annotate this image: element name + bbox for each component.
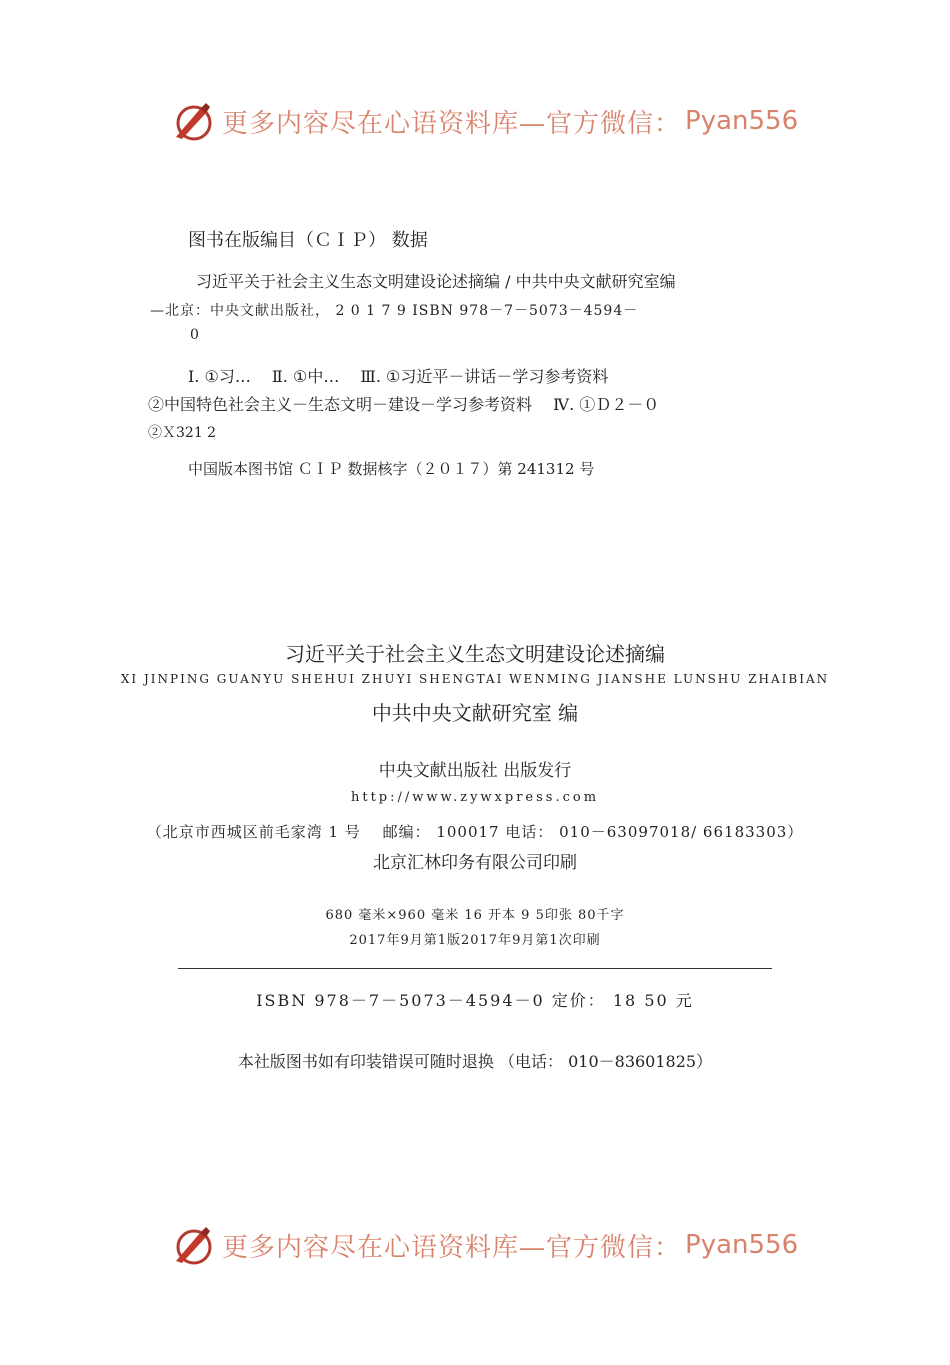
cip-line-7: 中国版本图书馆 ＣＩＰ 数据核字（２０１７）第 241312 号: [188, 460, 595, 478]
watermark-handle: Pyan556: [685, 106, 799, 136]
cip-line-1: 习近平关于社会主义生态文明建设论述摘编 / 中共中央文献研究室编: [196, 272, 676, 291]
book-title: 习近平关于社会主义生态文明建设论述摘编: [285, 642, 665, 666]
cip-line-3: 0: [190, 327, 199, 343]
pen-circle-logo-icon: [170, 1223, 214, 1267]
cip-line-2: —北京：中央文献出版社， 2 0 1 7 9 ISBN 978－7－5073－4594－: [150, 303, 639, 319]
watermark-handle: Pyan556: [685, 1230, 799, 1260]
publisher-address: （北京市西城区前毛家湾 1 号 邮编： 100017 电话： 010－63097018/ 66183303）: [146, 823, 804, 841]
printer: 北京汇林印务有限公司印刷: [373, 853, 577, 873]
cip-line-4: Ⅰ. ①习… Ⅱ. ①中… Ⅲ. ①习近平－讲话－学习参考资料: [188, 367, 609, 386]
edition-info: 2017年9月第1版2017年9月第1次印刷: [349, 933, 601, 948]
watermark-text: 更多内容尽在心语资料库—官方微信：: [222, 108, 682, 139]
cip-line-6: ②Ｘ321 2: [148, 425, 217, 441]
cip-title: 图书在版编目（ＣＩＰ） 数据: [188, 230, 428, 251]
publisher-url: http://www.zywxpress.com: [350, 790, 600, 805]
divider: [178, 968, 772, 969]
publisher: 中央文献出版社 出版发行: [378, 761, 572, 781]
watermark-banner-bottom: [170, 1220, 810, 1270]
format-info: 680 毫米×960 毫米 16 开本 9 5印张 80千字: [325, 908, 625, 923]
cip-line-5: ②中国特色社会主义－生态文明－建设－学习参考资料 Ⅳ. ①Ｄ２－０: [148, 395, 660, 414]
return-notice: 本社版图书如有印装错误可随时退换 （电话： 010－83601825）: [237, 1052, 713, 1071]
pen-circle-logo-icon: [170, 99, 214, 143]
isbn-price: ISBN 978－7－5073－4594－0 定价： 18 50 元: [256, 991, 694, 1010]
editor: 中共中央文献研究室 编: [371, 701, 579, 725]
watermark-banner-top: [170, 96, 810, 146]
watermark-text: 更多内容尽在心语资料库—官方微信：: [222, 1232, 682, 1263]
book-pinyin: XI JINPING GUANYU SHEHUI ZHUYI SHENGTAI WENMING JIANSHE LUNSHU ZHAIBIAN: [120, 672, 830, 686]
